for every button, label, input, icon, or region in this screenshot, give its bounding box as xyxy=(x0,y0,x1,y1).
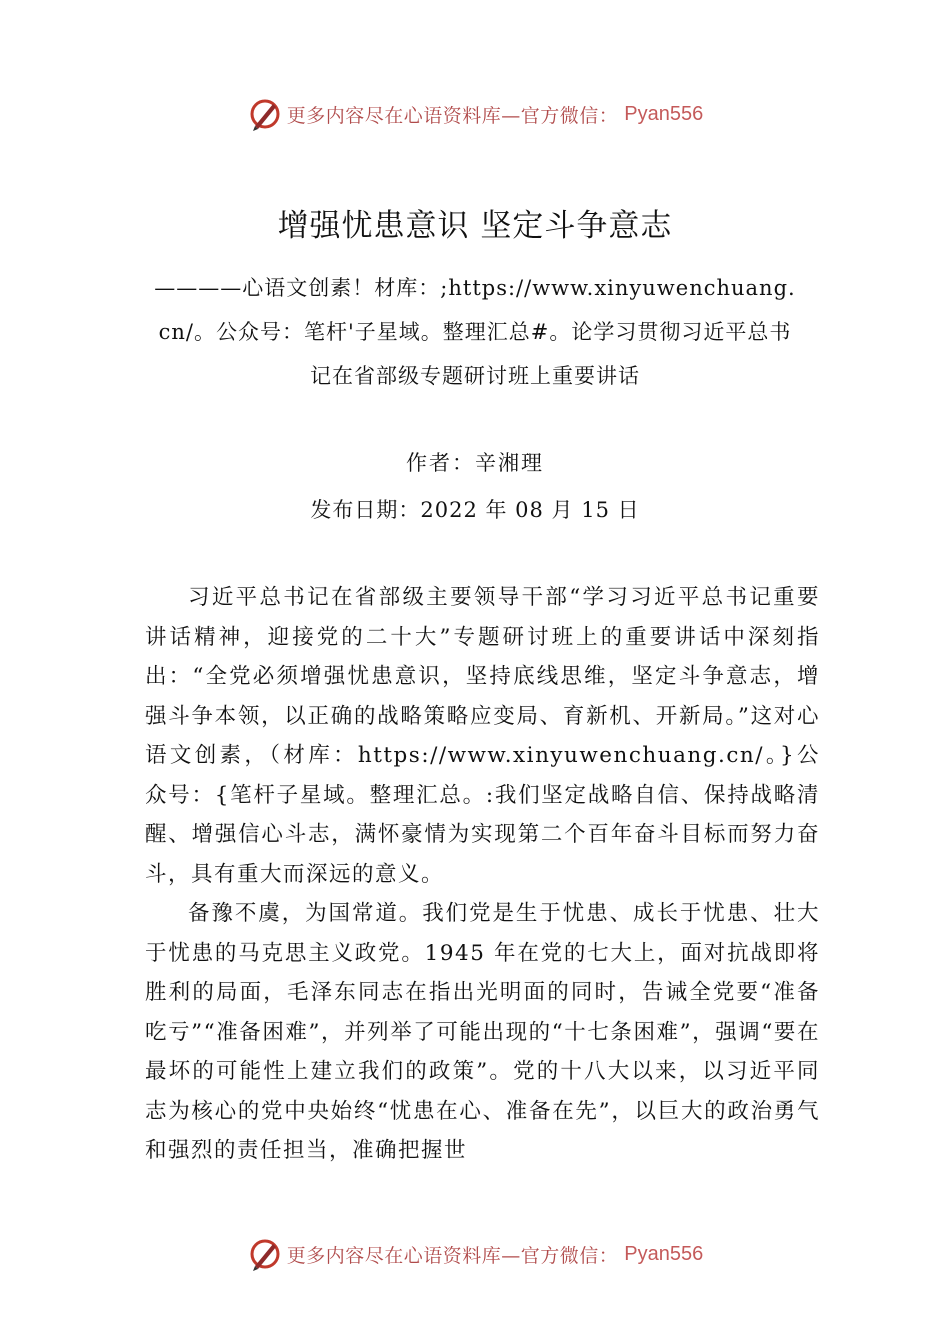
banner-wechat-id: Pyan556 xyxy=(624,102,704,125)
banner-text: 更多内容尽在心语资料库—官方微信： xyxy=(286,104,619,127)
document-title: 增强忧患意识 坚定斗争意志 xyxy=(277,208,673,244)
red-pen-logo-icon xyxy=(247,96,283,132)
paragraph: 习近平总书记在省部级主要领导干部“学习习近平总书记重要讲话精神，迎接党的二十大”专题研讨班上的重要讲话中深刻指出：“全党必须增强忧患意识，坚持底线思维，坚定斗争意志，增强斗争本领，以正确的战略策略应变局、育新机、开新局。”这对心语文创素，（材库：https://www.xinyuwenchuang.cn/。}公众号：{笔杆子星域。整理汇总。:我们坚定战略自信、保持战略清醒、增强信心斗志，满怀豪情为实现第二个百年奋斗目标而努力奋斗，具有重大而深远的意义。 xyxy=(145,585,820,887)
document-author: 作者：辛湘理 xyxy=(406,451,544,475)
header-banner xyxy=(0,94,950,134)
document-subtitle: ————心语文创素！材库：;https://www.xinyuwenchuang.cn/。公众号：笔杆'子星域。整理汇总#。论学习贯彻习近平总书记在省部级专题研讨班上重要讲话 xyxy=(154,276,796,388)
document-body xyxy=(145,578,820,1171)
publish-date: 发布日期：2022 年 08 月 15 日 xyxy=(310,498,640,522)
footer-banner xyxy=(0,1234,950,1274)
banner-text: 更多内容尽在心语资料库—官方微信： xyxy=(286,1244,619,1267)
red-pen-logo-icon xyxy=(247,1236,283,1272)
banner-wechat-id: Pyan556 xyxy=(624,1242,704,1265)
paragraph: 备豫不虞，为国常道。我们党是生于忧患、成长于忧患、壮大于忧患的马克思主义政党。1945 年在党的七大上，面对抗战即将胜利的局面，毛泽东同志在指出光明面的同时，告诫全党要“准备吃亏”“准备困难”，并列举了可能出现的“十七条困难”，强调“要在最坏的可能性上建立我们的政策”。党的十八大以来，以习近平同志为核心的党中央始终“忧患在心、准备在先”，以巨大的政治勇气和强烈的责任担当，准确把握世 xyxy=(145,901,820,1163)
